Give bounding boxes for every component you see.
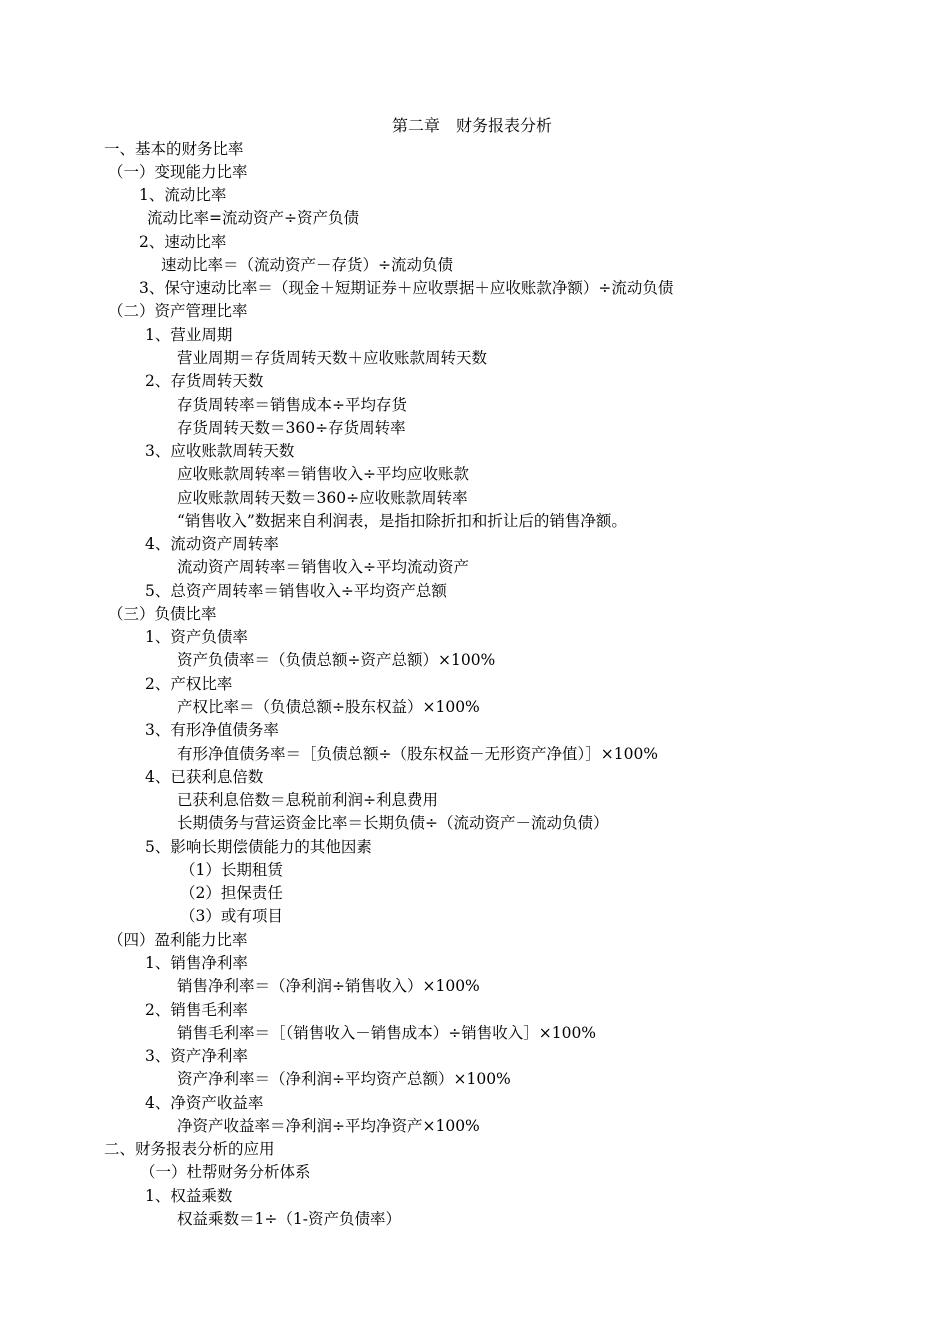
item-heading: 5、影响长期偿债能力的其他因素: [145, 838, 372, 856]
item-heading: 1、销售净利率: [145, 954, 248, 972]
item-heading: 4、流动资产周转率: [145, 535, 279, 553]
formula-line: 营业周期＝存货周转天数＋应收账款周转天数: [177, 349, 488, 367]
note-line: “销售收入”数据来自利润表，是指扣除折扣和折让后的销售净额。: [177, 512, 627, 530]
formula-line: 流动资产周转率＝销售收入÷平均流动资产: [177, 558, 469, 576]
formula-line: 资产净利率＝（净利润÷平均资产总额）×100%: [177, 1070, 511, 1088]
item-heading: 1、流动比率: [139, 186, 227, 204]
item-heading: 2、存货周转天数: [145, 372, 264, 390]
item-heading: 1、营业周期: [145, 326, 233, 344]
list-item: （1）长期租赁: [180, 861, 283, 879]
subsection-heading: （一）变现能力比率: [108, 163, 248, 181]
list-item: （2）担保责任: [180, 884, 283, 902]
formula-line: 应收账款周转天数＝360÷应收账款周转率: [177, 489, 468, 507]
subsection-heading: （一）杜帮财务分析体系: [140, 1163, 311, 1181]
formula-line: 已获利息倍数＝息税前利润÷利息费用: [177, 791, 438, 809]
list-item: （3）或有项目: [180, 907, 283, 925]
formula-line: 销售净利率＝（净利润÷销售收入）×100%: [177, 977, 480, 995]
item-heading: 1、权益乘数: [145, 1187, 233, 1205]
formula-line: 资产负债率＝（负债总额÷资产总额）×100%: [177, 651, 496, 669]
subsection-heading: （四）盈利能力比率: [108, 931, 248, 949]
item-heading: 3、有形净值债务率: [145, 721, 279, 739]
subsection-heading: （三）负债比率: [108, 605, 217, 623]
item-heading: 3、资产净利率: [145, 1047, 248, 1065]
section-heading: 一、基本的财务比率: [104, 140, 244, 158]
section-heading: 二、财务报表分析的应用: [104, 1140, 275, 1158]
formula-line: 存货周转率＝销售成本÷平均存货: [177, 396, 407, 414]
item-heading: 2、产权比率: [145, 675, 233, 693]
item-heading: 4、已获利息倍数: [145, 768, 264, 786]
subsection-heading: （二）资产管理比率: [108, 302, 248, 320]
item-heading: 1、资产负债率: [145, 628, 248, 646]
formula-line: 长期债务与营运资金比率＝长期负债÷（流动资产－流动负债）: [177, 814, 609, 832]
formula-line: 存货周转天数＝360÷存货周转率: [177, 419, 406, 437]
item-heading: 2、销售毛利率: [145, 1001, 248, 1019]
item-heading: 5、总资产周转率＝销售收入÷平均资产总额: [145, 582, 447, 600]
formula-line: 产权比率＝（负债总额÷股东权益）×100%: [177, 698, 480, 716]
item-heading: 3、应收账款周转天数: [145, 442, 295, 460]
formula-line: 有形净值债务率＝［负债总额÷（股东权益－无形资产净值）］×100%: [177, 745, 659, 763]
formula-line: 权益乘数＝1÷（1-资产负债率）: [177, 1210, 401, 1228]
formula-line: 净资产收益率＝净利润÷平均净资产×100%: [177, 1117, 480, 1135]
item-heading: 3、保守速动比率＝（现金＋短期证券＋应收票据＋应收账款净额）÷流动负债: [139, 279, 674, 297]
formula-line: 速动比率＝（流动资产－存货）÷流动负债: [161, 256, 453, 274]
formula-line: 销售毛利率＝［（销售收入－销售成本）÷销售收入］×100%: [177, 1024, 597, 1042]
formula-line: 流动比率=流动资产÷资产负债: [147, 209, 359, 227]
chapter-title: 第二章 财务报表分析: [392, 116, 553, 135]
item-heading: 2、速动比率: [139, 233, 227, 251]
item-heading: 4、净资产收益率: [145, 1094, 264, 1112]
formula-line: 应收账款周转率＝销售收入÷平均应收账款: [177, 465, 469, 483]
